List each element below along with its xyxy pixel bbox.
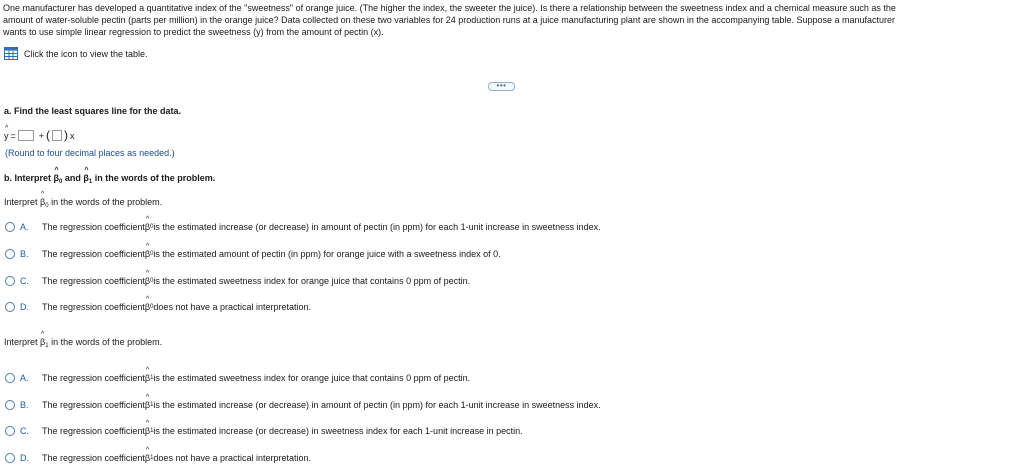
option-text-pre: The regression coefficient	[42, 249, 145, 259]
option-text-pre: The regression coefficient	[42, 276, 145, 286]
intercept-input[interactable]	[18, 130, 34, 141]
b0-option-c[interactable]	[5, 276, 470, 286]
b1-heading-prefix: Interpret	[4, 337, 41, 347]
beta0-symbol: ^ β	[145, 276, 150, 286]
radio-button[interactable]	[5, 276, 15, 286]
beta0-subscript: 0	[45, 203, 49, 209]
radio-button[interactable]	[5, 302, 15, 312]
option-letter: D.	[20, 302, 29, 312]
view-table-link[interactable]	[4, 47, 148, 60]
x-variable: x	[70, 130, 75, 141]
option-text-pre: The regression coefficient	[42, 426, 145, 436]
beta0-subscript: 0	[59, 179, 63, 185]
b0-heading-suffix: in the words of the problem.	[48, 197, 163, 207]
beta0-subscript: 0	[150, 278, 154, 284]
option-text-post: is the estimated sweetness index for orange juice that contains 0 ppm of pectin.	[153, 276, 471, 286]
option-letter: C.	[20, 426, 29, 436]
close-paren: )	[64, 128, 69, 142]
plus-sign: +	[38, 130, 45, 141]
b1-option-d[interactable]	[5, 453, 311, 463]
option-letter: B.	[20, 249, 29, 259]
radio-button[interactable]	[5, 249, 15, 259]
b0-option-b[interactable]	[5, 249, 501, 259]
beta1-symbol: ^ β	[40, 337, 45, 347]
interpret-b0-heading	[4, 197, 162, 209]
b0-option-a[interactable]	[5, 222, 601, 232]
beta1-subscript: 1	[45, 343, 49, 349]
b0-heading-prefix: Interpret	[4, 197, 41, 207]
option-text-post: does not have a practical interpretation.	[153, 453, 312, 463]
b1-option-c[interactable]	[5, 426, 523, 436]
part-b-prompt	[4, 173, 215, 185]
radio-button[interactable]	[5, 222, 15, 232]
radio-button[interactable]	[5, 373, 15, 383]
beta1-symbol: ^ β	[145, 400, 150, 410]
table-icon[interactable]	[4, 47, 18, 60]
option-letter: A.	[20, 373, 29, 383]
b0-option-d[interactable]	[5, 302, 311, 312]
beta0-subscript: 0	[150, 224, 154, 230]
beta0-symbol: ^ β	[145, 249, 150, 259]
beta1-symbol: ^ β	[145, 426, 150, 436]
beta1-subscript: 1	[88, 179, 93, 185]
y-hat-symbol: ^ y	[4, 131, 9, 141]
part-a-prompt	[4, 106, 181, 116]
option-text-pre: The regression coefficient	[42, 302, 145, 312]
part-a-label: a. Find the least squares line for the data.	[4, 106, 182, 116]
expand-more-button[interactable]: •••	[488, 82, 515, 91]
option-text-pre: The regression coefficient	[42, 373, 145, 383]
slope-input[interactable]	[52, 130, 62, 141]
option-letter: D.	[20, 453, 29, 463]
problem-text-line-2: amount of water-soluble pectin (parts per million) in the orange juice? Data collected on these two variables for 24 production runs at a juice manufacturing plant are shown in the accompanying table. Suppose a manufacturer	[3, 15, 896, 25]
beta0-subscript: 0	[150, 304, 154, 310]
part-b-and: and	[62, 173, 84, 183]
option-text-pre: The regression coefficient	[42, 453, 145, 463]
beta1-symbol: ^ β	[83, 173, 89, 183]
radio-button[interactable]	[5, 400, 15, 410]
option-text-post: is the estimated increase (or decrease) in amount of pectin (in ppm) for each 1-unit increase in sweetness index.	[153, 400, 601, 410]
radio-button[interactable]	[5, 426, 15, 436]
part-b-prefix: b. Interpret	[4, 173, 54, 183]
beta1-subscript: 1	[150, 455, 154, 461]
b1-heading-suffix: in the words of the problem.	[48, 337, 163, 347]
radio-button[interactable]	[5, 453, 15, 463]
problem-statement	[3, 2, 1021, 38]
beta1-symbol: ^ β	[145, 373, 150, 383]
open-paren: (	[46, 128, 51, 142]
interpret-b1-heading	[4, 337, 162, 349]
b1-option-b[interactable]	[5, 400, 601, 410]
problem-text-line-3: wants to use simple linear regression to predict the sweetness (y) from the amount of pectin (x).	[3, 27, 384, 37]
problem-text-line-1: One manufacturer has developed a quantitative index of the "sweetness" of orange juice. (The higher the index, the sweeter the juice). Is there a relationship between the sweetness index and a chemical measure such as the	[3, 3, 896, 13]
beta0-symbol: ^ β	[145, 302, 150, 312]
option-text-post: is the estimated sweetness index for orange juice that contains 0 ppm of pectin.	[153, 373, 471, 383]
beta1-subscript: 1	[150, 375, 154, 381]
equals-sign: =	[10, 130, 16, 141]
beta1-symbol: ^ β	[145, 453, 150, 463]
option-letter: B.	[20, 400, 29, 410]
option-letter: A.	[20, 222, 29, 232]
option-letter: C.	[20, 276, 29, 286]
option-text-pre: The regression coefficient	[42, 222, 145, 232]
part-b-suffix: in the words of the problem.	[92, 173, 216, 183]
beta0-symbol: ^ β	[40, 197, 45, 207]
least-squares-equation	[4, 130, 75, 141]
beta1-subscript: 1	[150, 428, 154, 434]
b1-option-a[interactable]	[5, 373, 470, 383]
beta0-symbol: ^ β	[54, 173, 60, 183]
beta0-subscript: 0	[150, 251, 154, 257]
beta0-symbol: ^ β	[145, 222, 150, 232]
beta1-subscript: 1	[150, 402, 154, 408]
view-table-text: Click the icon to view the table.	[24, 48, 148, 59]
rounding-note: (Round to four decimal places as needed.)	[5, 148, 175, 158]
option-text-post: is the estimated increase (or decrease) in sweetness index for each 1-unit increase in pectin.	[153, 426, 523, 436]
option-text-post: does not have a practical interpretation.	[153, 302, 312, 312]
option-text-pre: The regression coefficient	[42, 400, 145, 410]
option-text-post: is the estimated increase (or decrease) in amount of pectin (in ppm) for each 1-unit increase in sweetness index.	[153, 222, 601, 232]
option-text-post: is the estimated amount of pectin (in ppm) for orange juice with a sweetness index of 0.	[153, 249, 501, 259]
